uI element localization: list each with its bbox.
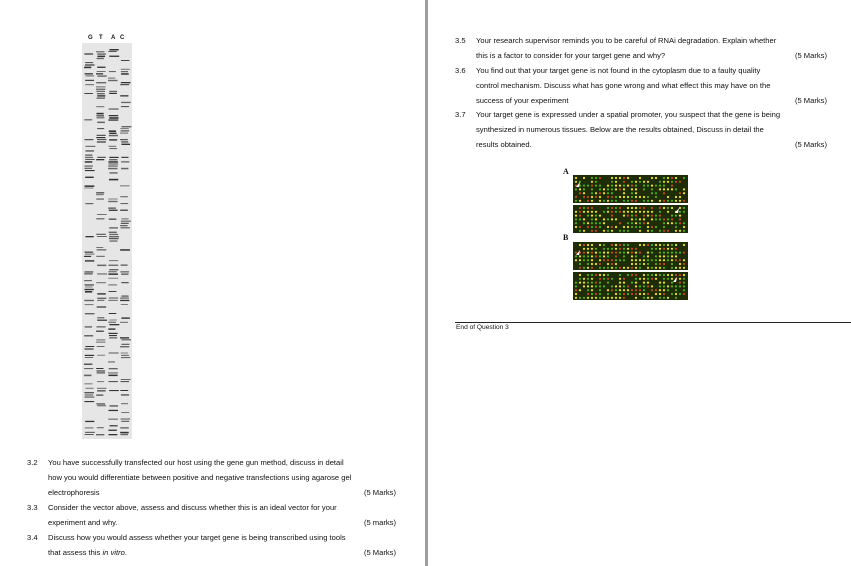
question-line: Discuss how you would assess whether your target gene is being transcribed using tools <box>48 533 346 542</box>
question-line: synthesized in numerous tissues. Below are the results obtained, Discuss in detail the <box>476 125 764 134</box>
panel-a-label: A <box>563 167 569 176</box>
italic-term: in vitro <box>102 548 125 557</box>
question-line: electrophoresis <box>48 488 100 497</box>
question-number: 3.3 <box>27 503 38 512</box>
lane-label-g: G <box>88 35 94 41</box>
question-line: Your research supervisor reminds you to be careful of RNAi degradation. Explain whether <box>476 36 777 45</box>
lane-label-a: A <box>111 35 116 41</box>
end-of-question-label: End of Question 3 <box>456 324 509 331</box>
question-3-3 <box>27 500 396 530</box>
microarray-figure <box>563 165 693 305</box>
question-marks: (5 Marks) <box>794 51 827 60</box>
question-line: success of your experiment <box>476 96 569 105</box>
question-number: 3.2 <box>27 458 38 467</box>
question-line: control mechanism. Discuss what has gone wrong and what effect this may have on the <box>476 81 771 90</box>
question-text <box>48 455 396 500</box>
question-line-last: that assess this in vitro. <box>48 548 127 557</box>
question-line: Your target gene is expressed under a spatial promoter, you suspect that the gene is being <box>476 110 781 119</box>
question-line: this is a factor to consider for your target gene and why? <box>476 51 666 60</box>
question-marks: (5 marks) <box>363 518 396 527</box>
right-page <box>428 0 851 566</box>
question-marks: (5 Marks) <box>794 140 827 149</box>
question-number: 3.6 <box>455 66 466 75</box>
sequencing-gel-image <box>82 35 132 439</box>
question-number: 3.4 <box>27 533 38 542</box>
panel-b-label: B <box>563 233 569 242</box>
lane-label-t: T <box>99 35 104 41</box>
question-line: Consider the vector above, assess and discuss whether this is an ideal vector for your <box>48 503 337 512</box>
microarray-panels <box>573 175 688 300</box>
left-page <box>0 0 425 566</box>
end-divider <box>455 322 851 323</box>
question-3-5 <box>455 33 827 63</box>
question-text <box>476 33 827 63</box>
question-line: experiment and why. <box>48 518 118 527</box>
lane-label-c: C <box>120 35 125 41</box>
question-text <box>48 530 396 560</box>
question-number: 3.7 <box>455 110 466 119</box>
question-marks: (5 Marks) <box>363 488 396 497</box>
question-3-2 <box>27 455 396 501</box>
question-text <box>476 107 827 152</box>
question-line: how you would differentiate between positive and negative transfections using agarose gel <box>48 473 352 482</box>
question-3-7 <box>455 107 827 152</box>
question-marks: (5 Marks) <box>794 96 827 105</box>
question-line: You find out that your target gene is not found in the cytoplasm due to a faulty quality <box>476 66 761 75</box>
question-marks: (5 Marks) <box>363 548 396 557</box>
question-line: results obtained. <box>476 140 532 149</box>
question-number: 3.5 <box>455 36 466 45</box>
question-line: You have successfully transfected our host using the gene gun method, discuss in detail <box>48 458 344 467</box>
question-text <box>476 63 827 108</box>
question-3-6 <box>455 63 827 108</box>
question-text <box>48 500 396 530</box>
question-3-4 <box>27 530 396 560</box>
